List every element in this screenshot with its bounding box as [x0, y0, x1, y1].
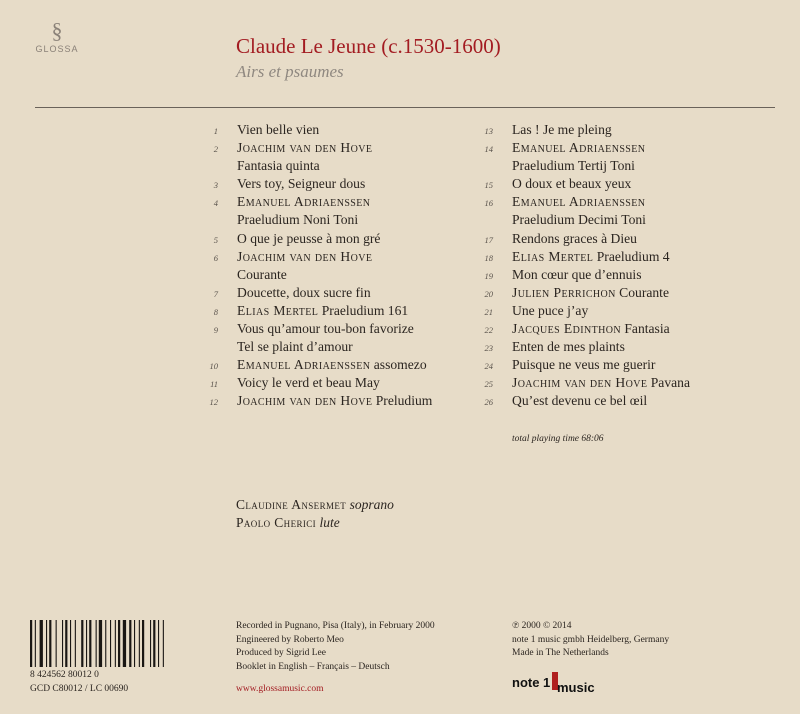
work-title: Preludium — [372, 393, 433, 409]
track-number: 4 — [213, 198, 218, 209]
composer-name: Jacques Edinthon — [512, 321, 621, 337]
barcode — [30, 620, 212, 667]
performer-name: Paolo Cherici — [236, 515, 317, 530]
track-title — [512, 266, 642, 284]
work-title: Pavana — [647, 375, 690, 391]
track-number: 2 — [213, 144, 218, 155]
track-title — [237, 193, 370, 211]
work-title: Courante — [237, 266, 287, 282]
track-row — [200, 121, 480, 139]
track-number: 10 — [209, 361, 218, 372]
track-number: 13 — [484, 126, 493, 136]
track-row — [200, 211, 480, 229]
tracklist-right — [475, 121, 755, 411]
album-title: Claude Le Jeune (c.1530-1600) — [236, 34, 501, 58]
work-title: Voicy le verd et beau May — [237, 375, 380, 391]
track-title — [512, 374, 690, 392]
work-title: Fantasia quinta — [237, 158, 320, 174]
track-title — [512, 157, 635, 175]
track-title — [512, 121, 612, 139]
composer-name: Emanuel Adriaenssen — [237, 357, 371, 373]
label-logo — [27, 20, 87, 54]
track-row — [475, 392, 755, 410]
composer-name: Elias Mertel — [512, 248, 594, 264]
work-title: Praeludium Decimi Toni — [512, 212, 646, 228]
total-playing-time: total playing time 68:06 — [512, 434, 604, 444]
performer-role: lute — [319, 515, 340, 530]
work-title: Praeludium Tertij Toni — [512, 158, 635, 174]
track-row — [200, 320, 480, 338]
track-number: 6 — [213, 252, 218, 263]
track-title — [237, 284, 371, 302]
track-title — [512, 193, 645, 211]
track-number: 11 — [210, 379, 218, 390]
composer-name: Emanuel Adriaenssen — [512, 194, 646, 210]
work-title: Enten de mes plaints — [512, 339, 625, 355]
credit-line: Produced by Sigrid Lee — [236, 648, 326, 659]
credit-line: Booklet in English – Français – Deutsch — [236, 661, 390, 672]
work-title: Doucette, doux sucre fin — [237, 284, 371, 300]
track-number: 8 — [213, 306, 218, 317]
track-number: 1 — [213, 126, 218, 136]
work-title: O doux et beaux yeux — [512, 176, 632, 192]
work-title: Qu’est devenu ce bel œil — [512, 393, 648, 409]
track-row — [200, 175, 480, 193]
track-row — [200, 302, 480, 320]
track-row — [200, 230, 480, 248]
track-title — [237, 266, 287, 284]
track-row — [200, 338, 480, 356]
track-number: 7 — [213, 288, 218, 299]
credit-line: Recorded in Pugnano, Pisa (Italy), in February 2000 — [236, 621, 435, 631]
track-row — [475, 157, 755, 175]
work-title: Une puce j’ay — [512, 302, 589, 318]
track-row — [200, 284, 480, 302]
track-number: 9 — [213, 325, 218, 336]
track-title — [237, 248, 372, 266]
copyright-line: note 1 music gmbh Heidelberg, Germany — [512, 634, 670, 645]
track-row — [200, 139, 480, 157]
track-row — [475, 284, 755, 302]
copyright-line: ℗ 2000 © 2014 — [512, 621, 572, 631]
track-title — [512, 392, 647, 410]
composer-name: Julien Perrichon — [512, 284, 616, 300]
track-number: 12 — [209, 397, 218, 408]
work-title: Las ! Je me pleing — [512, 122, 612, 137]
track-title — [512, 175, 631, 193]
track-title — [237, 175, 365, 193]
track-number: 23 — [484, 343, 493, 354]
track-title — [237, 392, 432, 410]
composer-name: Emanuel Adriaenssen — [512, 140, 646, 156]
track-title — [512, 211, 646, 229]
composer-name: Joachim van den Hove — [237, 248, 373, 264]
track-number: 25 — [484, 379, 493, 390]
track-row — [475, 374, 755, 392]
track-row — [475, 266, 755, 284]
track-row — [475, 121, 755, 139]
work-title: Vers toy, Seigneur dous — [237, 176, 366, 192]
work-title: Praeludium 161 — [318, 302, 409, 318]
track-row — [200, 193, 480, 211]
composer-name: Joachim van den Hove — [237, 140, 373, 156]
track-title — [237, 211, 358, 229]
website-link[interactable]: www.glossamusic.com — [236, 684, 324, 694]
work-title: Puisque ne veus me guerir — [512, 357, 656, 373]
track-number: 3 — [213, 180, 218, 191]
track-number: 20 — [484, 288, 493, 299]
track-row — [475, 248, 755, 266]
composer-name: Joachim van den Hove — [512, 375, 648, 391]
performer — [236, 496, 394, 514]
track-title — [237, 121, 319, 139]
performer-role: soprano — [349, 497, 394, 512]
track-number: 18 — [484, 252, 493, 263]
track-row — [200, 392, 480, 410]
work-title: Praeludium 4 — [593, 248, 670, 264]
track-title — [512, 320, 670, 338]
track-title — [512, 230, 637, 248]
track-title — [512, 139, 645, 157]
catalog-number: GCD C80012 / LC 00690 — [30, 684, 129, 694]
work-title: O que je peusse à mon gré — [237, 230, 381, 246]
track-title — [237, 230, 380, 248]
track-row — [475, 230, 755, 248]
track-row — [475, 302, 755, 320]
track-title — [512, 284, 669, 302]
track-row — [475, 193, 755, 211]
performer — [236, 514, 394, 532]
track-number: 22 — [484, 325, 493, 336]
track-title — [237, 320, 414, 338]
album-subtitle: Airs et psaumes — [236, 62, 344, 81]
work-title: Fantasia — [620, 321, 670, 337]
track-number: 26 — [484, 397, 493, 408]
track-row — [200, 157, 480, 175]
track-row — [475, 320, 755, 338]
track-number: 19 — [484, 270, 493, 281]
track-title — [512, 356, 655, 374]
track-title — [237, 302, 408, 320]
track-row — [200, 356, 480, 374]
work-title: Vien belle vien — [237, 122, 320, 137]
work-title: Mon cœur que d’ennuis — [512, 266, 642, 282]
track-row — [475, 338, 755, 356]
track-number: 5 — [213, 234, 218, 245]
copyright-block — [512, 620, 669, 661]
work-title: Rendons graces à Dieu — [512, 230, 637, 246]
track-number: 21 — [484, 306, 493, 317]
track-number: 17 — [484, 234, 493, 245]
track-title — [237, 338, 353, 356]
track-row — [200, 266, 480, 284]
track-title — [237, 139, 372, 157]
track-title — [237, 374, 380, 392]
work-title: Vous qu’amour tou-bon favorize — [237, 321, 414, 337]
note1-logo-right: music — [557, 680, 595, 695]
tracklist-left — [200, 121, 480, 411]
track-number: 15 — [484, 180, 493, 191]
work-title: assomezo — [370, 357, 427, 373]
track-number: 24 — [484, 361, 493, 372]
composer-name: Joachim van den Hove — [237, 393, 373, 409]
performers — [236, 496, 394, 532]
divider — [35, 107, 775, 108]
track-title — [512, 248, 670, 266]
composer-name: Emanuel Adriaenssen — [237, 194, 371, 210]
track-title — [237, 356, 427, 374]
glossa-ornament-icon: § — [51, 18, 63, 43]
track-row — [475, 175, 755, 193]
copyright-line: Made in The Netherlands — [512, 648, 609, 659]
label-name: GLOSSA — [35, 44, 79, 54]
track-number: 16 — [484, 198, 493, 209]
track-title — [237, 157, 320, 175]
track-number: 14 — [484, 144, 493, 155]
work-title: Praeludium Noni Toni — [237, 212, 359, 228]
work-title: Tel se plaint d’amour — [237, 339, 353, 355]
credit-line: Engineered by Roberto Meo — [236, 634, 344, 645]
track-row — [200, 248, 480, 266]
track-row — [475, 211, 755, 229]
track-title — [512, 302, 588, 320]
note1-music-logo — [512, 672, 602, 698]
track-title — [512, 338, 625, 356]
work-title: Courante — [615, 284, 669, 300]
track-row — [475, 139, 755, 157]
performer-name: Claudine Ansermet — [236, 497, 347, 512]
track-row — [475, 356, 755, 374]
barcode-number: 8 424562 80012 0 — [30, 670, 99, 680]
recording-credits — [236, 620, 435, 674]
note1-logo-left: note 1 — [512, 675, 551, 690]
track-row — [200, 374, 480, 392]
composer-name: Elias Mertel — [237, 302, 319, 318]
